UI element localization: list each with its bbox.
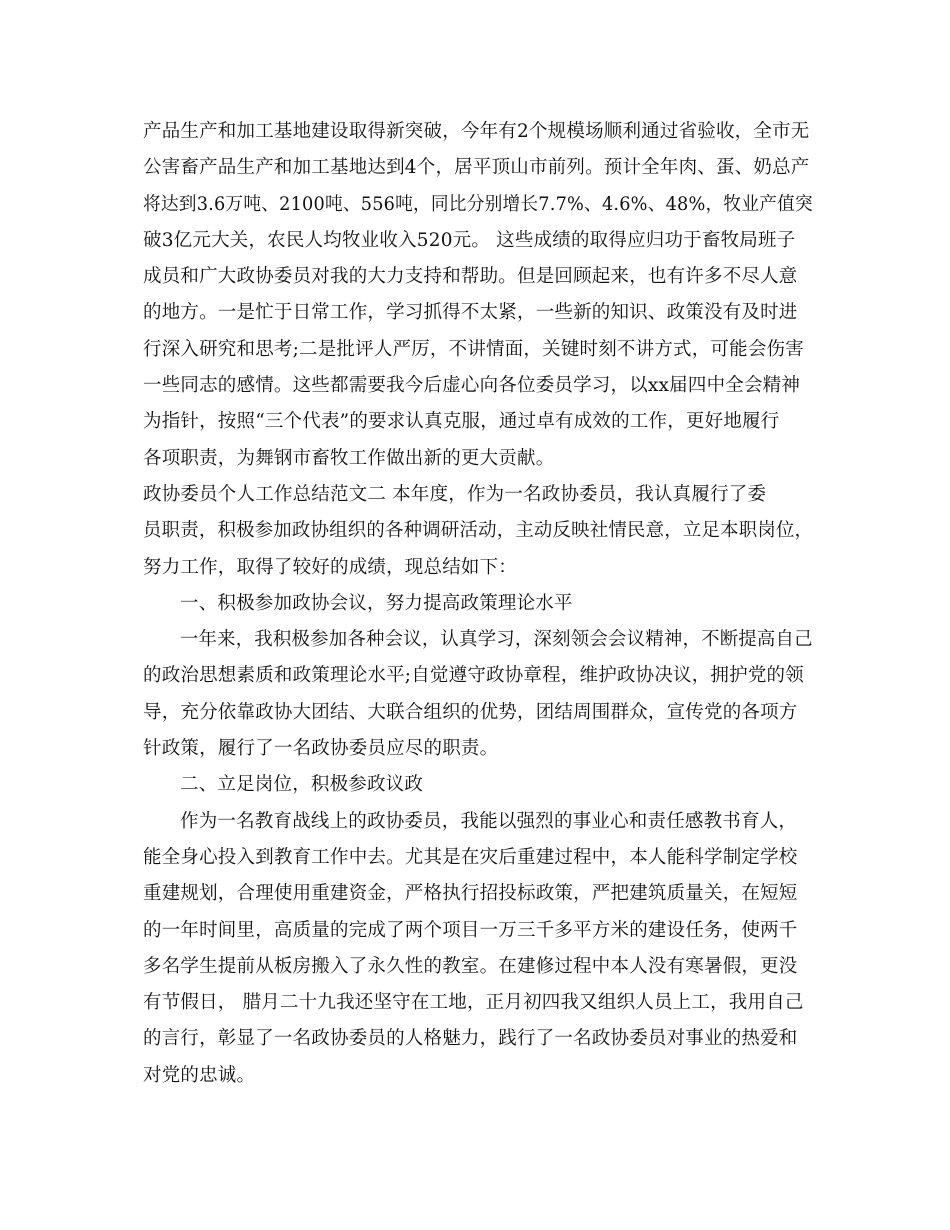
text-line: 员职责，积极参加政协组织的各种调研活动，主动反映社情民意，立足本职岗位， [143, 520, 814, 542]
text-line: 公害畜产品生产和加工基地达到4个，居平顶山市前列。预计全年肉、蛋、奶总产 [143, 157, 810, 179]
text-line: 针政策，履行了一名政协委员应尽的职责。 [143, 738, 499, 760]
text-line: 的言行，彰显了一名政协委员的人格魅力，践行了一名政协委员对事业的热爱和 [143, 1028, 798, 1050]
text-line: 的一年时间里，高质量的完成了两个项目一万三千多平方米的建设任务，使两千 [143, 919, 798, 941]
text-line: 一、积极参加政协会议，努力提高政策理论水平 [180, 592, 573, 614]
text-line: 一年来，我积极参加各种会议，认真学习，深刻领会会议精神，不断提高自己 [179, 629, 813, 651]
text-line: 的政治思想素质和政策理论水平;自觉遵守政协章程，维护政协决议，拥护党的领 [143, 665, 804, 687]
text-line: 行深入研究和思考;二是批评人严厉，不讲情面，关键时刻不讲方式，可能会伤害 [143, 338, 804, 360]
text-line: 产品生产和加工基地建设取得新突破，今年有2个规模场顺利通过省验收，全市无 [143, 121, 810, 142]
text-line: 能全身心投入到教育工作中去。尤其是在灾后重建过程中，本人能科学制定学校 [143, 846, 798, 868]
text-line: 一些同志的感情。这些都需要我今后虚心向各位委员学习，以xx届四中全会精神 [143, 375, 801, 397]
text-line: 各项职责，为舞钢市畜牧工作做出新的更大贡献。 [143, 447, 555, 469]
text-line: 成员和广大政协委员对我的大力支持和帮助。但是回顾起来，也有许多不尽人意 [143, 266, 798, 288]
document-body [143, 114, 813, 1094]
text-line: 对党的忠诚。 [143, 1064, 256, 1086]
text-line: 政协委员个人工作总结范文二 本年度，作为一名政协委员，我认真履行了委 [143, 483, 767, 505]
text-line: 努力工作，取得了较好的成绩，现总结如下： [143, 556, 518, 578]
text-line: 破3亿元大关，农民人均牧业收入520元。 这些成绩的取得应归功于畜牧局班子 [143, 229, 796, 251]
text-line: 的地方。一是忙于日常工作，学习抓得不太紧，一些新的知识、政策没有及时进 [143, 302, 798, 324]
text-line: 为指针，按照“三个代表”的要求认真克服，通过卓有成效的工作，更好地履行 [143, 411, 780, 433]
text-line: 多名学生提前从板房搬入了永久性的教室。在建修过程中本人没有寒暑假，更没 [143, 955, 798, 977]
text-line: 将达到3.6万吨、2100吨、556吨，同比分别增长7.7%、4.6%、48%，牧业产值突 [143, 193, 813, 215]
text-line: 作为一名教育战线上的政协委员，我能以强烈的事业心和责任感教书育人， [180, 810, 798, 832]
text-line: 导，充分依靠政协大团结、大联合组织的优势，团结周围群众，宣传党的各项方 [143, 701, 798, 723]
text-line: 有节假日， 腊月二十九我还坚守在工地，正月初四我又组织人员上工，我用自己 [143, 992, 804, 1014]
text-line: 二、立足岗位，积极参政议政 [180, 774, 424, 796]
text-line: 重建规划，合理使用重建资金，严格执行招投标政策，严把建筑质量关，在短短 [143, 883, 798, 905]
